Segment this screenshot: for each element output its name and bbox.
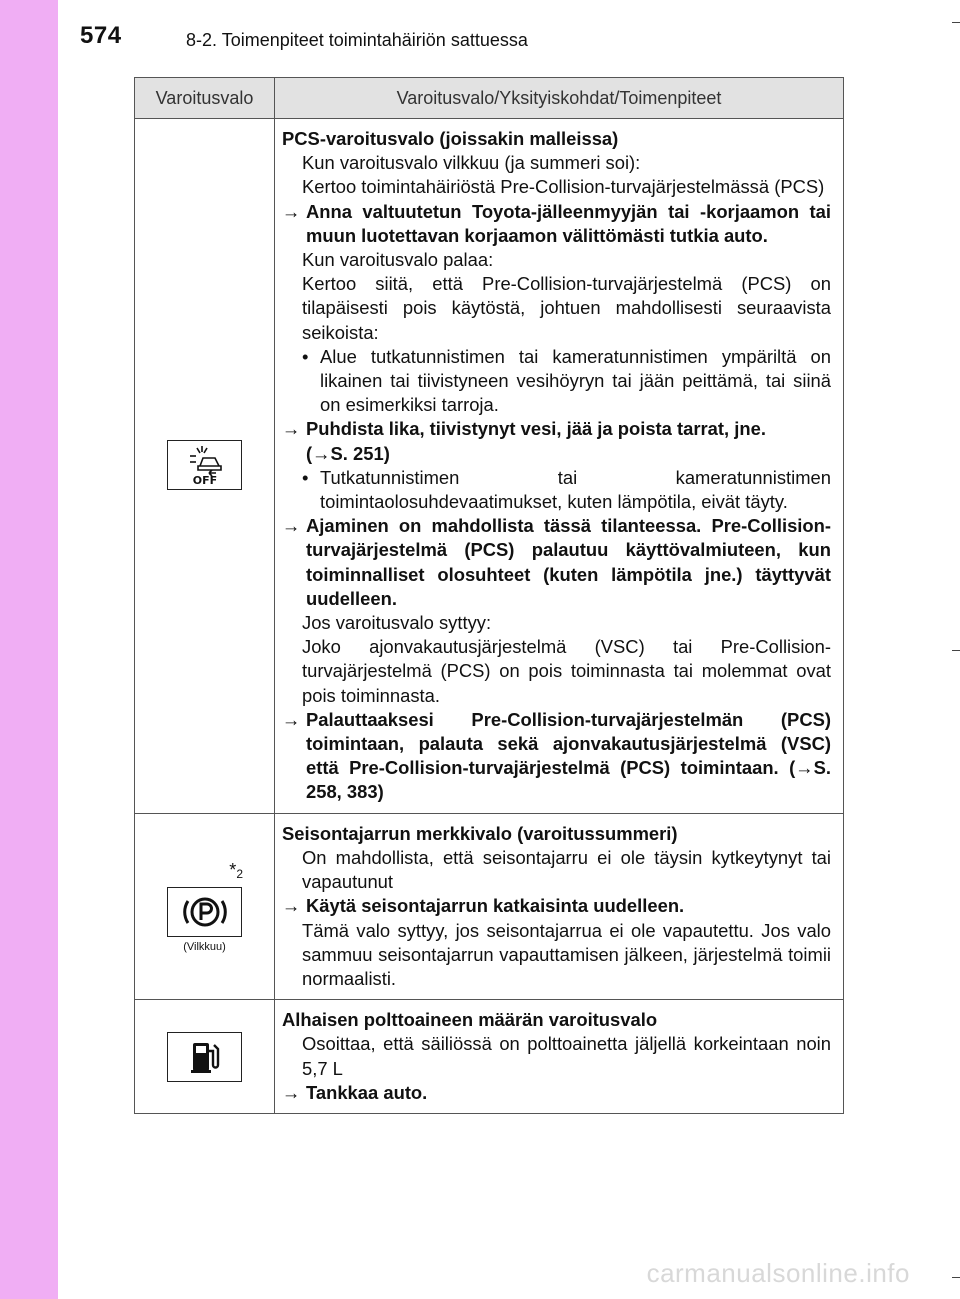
crop-mark (952, 1277, 960, 1278)
action-item (282, 1081, 831, 1105)
parking-brake-lamp (167, 887, 242, 937)
page-reference[interactable]: S. 258, 383 (306, 757, 831, 803)
action-text: Puhdista lika, tiivistynyt vesi, jää ja poista tarrat, jne. (306, 418, 766, 440)
pcs-off-icon (178, 444, 232, 486)
action-text: Palauttaaksesi Pre-Collision-turvajärjestelmän (PCS) toimintaan, palauta sekä ajonvakautusjärjestelmä (VSC) että Pre-Collision-turvajärjestelmä (PCS) toimintaan. (306, 708, 831, 779)
action-text: Käytä seisontajarrun katkaisinta uudelleen. (306, 895, 685, 917)
warning-title: Alhaisen polttoaineen määrän varoitusvalo (282, 1009, 658, 1031)
page-reference[interactable]: (→S. 251) (306, 442, 390, 464)
arrow-icon: → (282, 895, 301, 917)
arrow-icon: → (282, 200, 301, 222)
section-title: 8-2. Toimenpiteet toimintahäiriön sattuessa (186, 30, 528, 50)
warning-title: PCS-varoitusvalo (joissakin malleissa) (282, 128, 619, 149)
table-row-pcs (135, 119, 844, 814)
arrow-icon: → (282, 708, 301, 730)
chapter-tab-strip (0, 0, 58, 1299)
pcs-warning-lamp (167, 440, 242, 490)
action-text: Ajaminen on mahdollista tässä tilanteessa. Pre-Collision-turvajärjestelmä (PCS) palautuu käyttövalmiuteen, kun toiminnalliset olosuhteet (kuten lämpötila jne.) täyttyvät uudelleen. (306, 515, 831, 609)
arrow-icon: → (282, 1081, 301, 1103)
description-text: Osoittaa, että säiliössä on polttoainetta jäljellä korkeintaan noin 5,7 L (302, 1033, 831, 1079)
off-label: OFF (192, 474, 217, 487)
bullet-icon: • (302, 466, 309, 488)
description-text: Kertoo toimintahäiriöstä Pre-Collision-turvajärjestelmässä (PCS) (302, 176, 825, 198)
column-header-details: Varoitusvalo/Yksityiskohdat/Toimenpiteet (275, 78, 844, 119)
warning-title: Seisontajarrun merkkivalo (varoitussummeri) (282, 822, 678, 844)
description-text: On mahdollista, että seisontajarru ei ole täysin kytkeytynyt tai vapautunut (302, 846, 831, 893)
blink-caption: (Vilkkuu) (183, 940, 226, 953)
watermark: carmanualsonline.info (646, 1258, 910, 1288)
action-item (282, 514, 831, 611)
table-header-row (135, 78, 844, 119)
details-cell (275, 1000, 844, 1114)
bullet-icon: • (302, 345, 309, 367)
reference-text: S. 251 (330, 442, 384, 464)
table-row-low-fuel (135, 1000, 844, 1114)
lamp-cell (135, 119, 275, 814)
description-text: Tämä valo syttyy, jos seisontajarrua ei ole vapautettu. Jos valo sammuu seisontajarrun vapauttamisen jälkeen, järjestelmä toimii normaalisti. (302, 919, 831, 989)
details-cell (275, 119, 844, 814)
action-text: Anna valtuutetun Toyota-jälleenmyyjän tai -korjaamon tai muun luotettavan korjaamon välittömästi tutkia auto. (306, 200, 831, 246)
description-text: Joko ajonvakautusjärjestelmä (VSC) tai Pre-Collision-turvajärjestelmä (PCS) on pois toiminnasta tai molemmat ovat pois toiminnasta. (302, 636, 831, 706)
action-item: → Palauttaaksesi Pre-Collision-turvajärjestelmän (PCS) toimintaan, palauta sekä ajonvakautusjärjestelmä (VSC) että Pre-Collision-turvajärjestelmä (PCS) toimintaan. (→S. 258, 383) (282, 708, 831, 803)
fuel-pump-icon (185, 1037, 225, 1077)
action-text: Tankkaa auto. (306, 1081, 428, 1103)
arrow-icon: → (795, 757, 814, 779)
arrow-icon: → (312, 442, 331, 464)
condition-text: Kun varoitusvalo vilkkuu (ja summeri soi): (302, 152, 641, 174)
condition-text: Jos varoitusvalo syttyy: (302, 612, 492, 634)
page-number: 574 (80, 22, 122, 49)
crop-mark (952, 22, 960, 23)
warning-light-table (134, 77, 844, 1114)
table-row-parking-brake (135, 813, 844, 999)
action-item (282, 894, 831, 918)
details-cell (275, 813, 844, 999)
bullet-item (282, 345, 831, 418)
description-text: Kertoo siitä, että Pre-Collision-turvajärjestelmä (PCS) on tilapäisesti pois käytöstä, johtuen mahdollisesti seuraavista seikoista: (302, 273, 831, 343)
lamp-cell (135, 813, 275, 999)
crop-mark (952, 650, 960, 651)
footnote-marker: $*_2$ (229, 859, 243, 881)
low-fuel-lamp (167, 1032, 242, 1082)
bullet-text: Alue tutkatunnistimen tai kameratunnistimen ympäriltä on likainen tai tiivistyneen vesihöyryn tai jään peittämä, tai siinä on esimerkiksi tarroja. (320, 345, 831, 416)
parking-brake-icon (180, 892, 230, 932)
bullet-item (282, 466, 831, 514)
arrow-icon: → (282, 515, 301, 537)
arrow-icon: → (282, 418, 301, 440)
condition-text: Kun varoitusvalo palaa: (302, 249, 494, 271)
bullet-text: Tutkatunnistimen tai kameratunnistimen toimintaolosuhdevaatimukset, kuten lämpötila, eivät täyty. (320, 466, 831, 513)
action-item (282, 200, 831, 248)
action-item (282, 417, 831, 441)
column-header-lamp: Varoitusvalo (135, 78, 275, 119)
lamp-cell (135, 1000, 275, 1114)
